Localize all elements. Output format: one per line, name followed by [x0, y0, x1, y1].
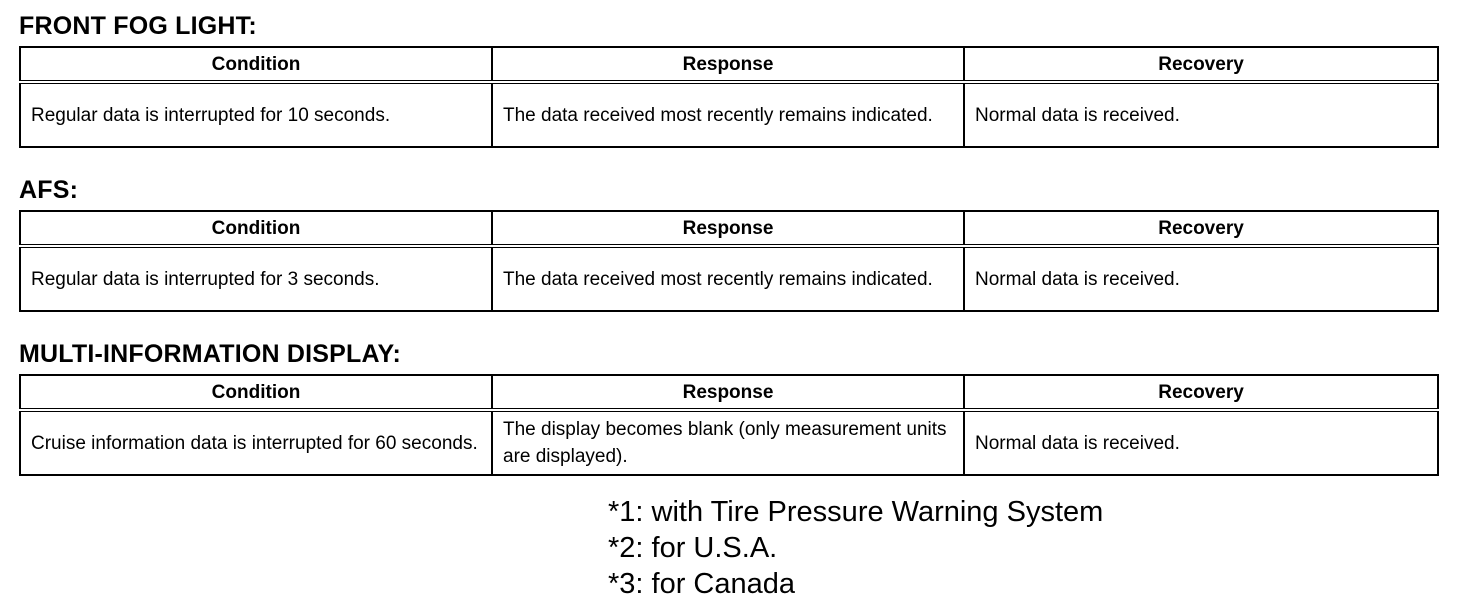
footnote-1: *1: with Tire Pressure Warning System — [608, 496, 1104, 528]
table-row — [20, 246, 1438, 311]
cell-condition: Regular data is interrupted for 10 seconds. — [20, 82, 492, 147]
header-recovery: Recovery — [964, 375, 1438, 410]
header-condition: Condition — [20, 47, 492, 82]
cell-recovery: Normal data is received. — [964, 246, 1438, 311]
spec-table — [19, 374, 1439, 476]
section-front-fog-light — [19, 12, 1437, 148]
cell-condition: Cruise information data is interrupted for 60 seconds. — [20, 410, 492, 475]
cell-recovery: Normal data is received. — [964, 410, 1438, 475]
cell-condition: Regular data is interrupted for 3 seconds. — [20, 246, 492, 311]
spec-table — [19, 210, 1439, 312]
section-multi-information-display — [19, 340, 1437, 476]
header-recovery: Recovery — [964, 47, 1438, 82]
cell-response: The data received most recently remains indicated. — [492, 82, 964, 147]
cell-response: The data received most recently remains indicated. — [492, 246, 964, 311]
cell-recovery: Normal data is received. — [964, 82, 1438, 147]
header-response: Response — [492, 375, 964, 410]
header-recovery: Recovery — [964, 211, 1438, 246]
header-response: Response — [492, 47, 964, 82]
footnotes — [608, 494, 1103, 602]
spec-table — [19, 46, 1439, 148]
section-title: AFS: — [19, 176, 79, 204]
footnote-2: *2: for U.S.A. — [608, 532, 778, 564]
section-title: MULTI-INFORMATION DISPLAY: — [19, 340, 402, 368]
section-title: FRONT FOG LIGHT: — [19, 12, 257, 40]
cell-response: The display becomes blank (only measurement units are displayed). — [492, 410, 964, 475]
header-response: Response — [492, 211, 964, 246]
footnote-3: *3: for Canada — [608, 568, 796, 600]
table-row — [20, 82, 1438, 147]
header-condition: Condition — [20, 211, 492, 246]
table-header-row — [20, 211, 1438, 246]
table-row — [20, 410, 1438, 475]
header-condition: Condition — [20, 375, 492, 410]
section-afs — [19, 176, 1437, 312]
table-header-row — [20, 47, 1438, 82]
table-header-row — [20, 375, 1438, 410]
